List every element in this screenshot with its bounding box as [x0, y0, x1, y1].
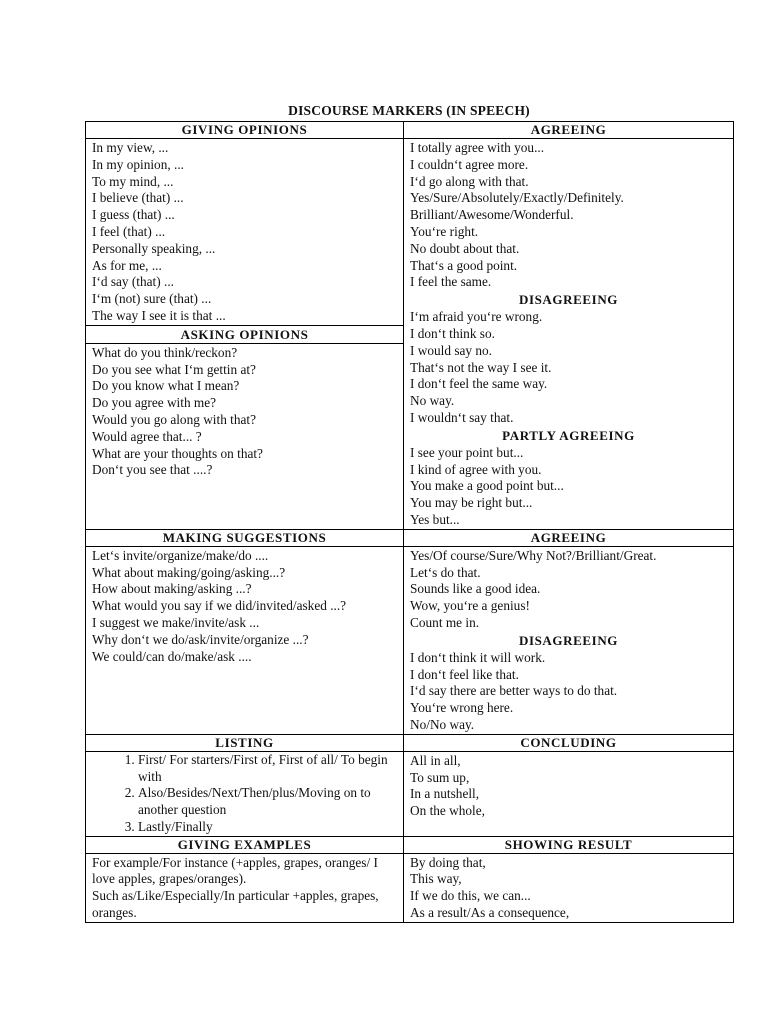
disagreeing-heading-2: DISAGREEING [518, 632, 619, 648]
list-item: By doing that, [410, 854, 486, 870]
list-item: Do you know what I mean? [92, 378, 240, 394]
list-item: Count me in. [410, 614, 480, 630]
making-suggestions-heading: MAKING SUGGESTIONS [86, 529, 404, 546]
list-item: I‘d say (that) ... [92, 274, 174, 290]
list-item: I‘m (not) sure (that) ... [92, 291, 212, 307]
asking-opinions-heading: ASKING OPINIONS [86, 326, 403, 344]
opinions-cell [86, 139, 404, 530]
list-item: Yes but... [410, 511, 460, 527]
disagreeing-list [404, 308, 733, 427]
list-item: I feel (that) ... [92, 223, 166, 239]
list-item: Let‘s do that. [410, 564, 481, 580]
list-item: Let‘s invite/organize/make/do .... [92, 547, 269, 563]
list-item: You make a good point but... [410, 478, 564, 494]
showing-result-heading: SHOWING RESULT [404, 836, 734, 853]
list-item: I see your point but... [410, 444, 524, 460]
concluding-heading: CONCLUDING [404, 734, 734, 751]
list-item: This way, [410, 871, 462, 887]
list-item: Yes/Sure/Absolutely/Exactly/Definitely. [410, 190, 624, 206]
list-item: For example/For instance (+apples, grapes, oranges/ I love apples, grapes/oranges). [92, 854, 378, 887]
table-row [86, 546, 734, 734]
disagreeing-heading: DISAGREEING [518, 292, 619, 308]
list-item: In a nutshell, [410, 786, 480, 802]
agreeing-list [404, 139, 733, 291]
suggestions-cell [86, 546, 404, 734]
list-item: Would you go along with that? [92, 411, 257, 427]
list-item: I‘m afraid you‘re wrong. [410, 309, 543, 325]
list-item: I couldn‘t agree more. [410, 156, 529, 172]
list-item: I don‘t feel the same way. [410, 376, 548, 392]
list-item: 1. First/ For starters/First of, First of all/ To begin with [138, 752, 395, 786]
list-item: As for me, ... [92, 257, 162, 273]
listing-heading: LISTING [86, 734, 404, 751]
concluding-list [404, 752, 733, 820]
making-suggestions-list [86, 547, 403, 666]
list-item: What about making/going/asking...? [92, 564, 286, 580]
list-item: To sum up, [410, 769, 470, 785]
list-item: I‘d say there are better ways to do that. [410, 683, 618, 699]
list-item: Brilliant/Awesome/Wonderful. [410, 207, 574, 223]
list-item: Do you agree with me? [92, 395, 217, 411]
list-item: You‘re wrong here. [410, 700, 514, 716]
list-item: Such as/Like/Especially/In particular +apples, grapes, oranges. [92, 888, 379, 921]
giving-examples-heading: GIVING EXAMPLES [86, 836, 404, 853]
list-item: Sounds like a good idea. [410, 581, 541, 597]
list-item: In my view, ... [92, 140, 169, 155]
list-item: In my opinion, ... [92, 156, 184, 172]
partly-agreeing-list [404, 444, 733, 529]
asking-opinions-block [86, 325, 403, 479]
list-item: I don‘t think it will work. [410, 649, 546, 665]
table-row [86, 751, 734, 836]
table-row [86, 853, 734, 922]
table-row [86, 836, 734, 853]
list-item: On the whole, [410, 803, 485, 819]
list-item: How about making/asking ...? [92, 581, 252, 597]
disagreeing-list-2 [404, 649, 733, 734]
list-item: What would you say if we did/invited/asked ...? [92, 598, 347, 614]
agreeing-heading-2: AGREEING [404, 529, 734, 546]
table-row [86, 139, 734, 530]
giving-examples-list [86, 854, 403, 922]
showing-result-list [404, 854, 733, 922]
document-title: DISCOURSE MARKERS (IN SPEECH) [288, 103, 530, 118]
list-item: You‘re right. [410, 223, 479, 239]
list-item: No doubt about that. [410, 240, 520, 256]
list-item: 3. Lastly/Finally [138, 819, 395, 836]
list-item: As a result/As a consequence, [410, 905, 570, 921]
list-item: I kind of agree with you. [410, 461, 542, 477]
agreeing-list-2 [404, 547, 733, 632]
list-item: Would agree that... ? [92, 428, 202, 444]
list-item: That‘s not the way I see it. [410, 359, 552, 375]
partly-agreeing-heading: PARTLY AGREEING [502, 427, 635, 443]
table-row [86, 122, 734, 139]
list-item: Personally speaking, ... [92, 240, 216, 256]
giving-opinions-list [86, 139, 403, 325]
listing-cell [86, 751, 404, 836]
list-item: No/No way. [410, 716, 475, 732]
list-item: I don‘t feel like that. [410, 666, 519, 682]
list-item: What are your thoughts on that? [92, 445, 263, 461]
list-item: You may be right but... [410, 495, 533, 511]
agreeing-disagreeing-cell [404, 546, 734, 734]
asking-opinions-list [86, 344, 403, 479]
list-item: I wouldn‘t say that. [410, 409, 514, 425]
list-item: I would say no. [410, 342, 492, 358]
list-item: All in all, [410, 752, 461, 768]
discourse-markers-table [85, 121, 734, 923]
list-item: The way I see it is that ... [92, 307, 226, 323]
list-item: I‘d go along with that. [410, 173, 529, 189]
list-item: To my mind, ... [92, 173, 174, 189]
list-item: That‘s a good point. [410, 257, 518, 273]
list-item: Don‘t you see that ....? [92, 462, 213, 478]
list-item: I don‘t think so. [410, 325, 495, 341]
list-item: Why don‘t we do/ask/invite/organize ...? [92, 631, 309, 647]
table-row [86, 529, 734, 546]
listing-list [86, 752, 403, 836]
list-item: What do you think/reckon? [92, 344, 238, 360]
list-item: Yes/Of course/Sure/Why Not?/Brilliant/Great. [410, 547, 657, 563]
list-item: I totally agree with you... [410, 140, 545, 155]
list-item: If we do this, we can... [410, 888, 531, 904]
examples-cell [86, 853, 404, 922]
list-item: I feel the same. [410, 274, 492, 290]
list-item: 2. Also/Besides/Next/Then/plus/Moving on to another question [138, 785, 395, 819]
result-cell [404, 853, 734, 922]
agreeing-heading: AGREEING [404, 122, 734, 139]
giving-opinions-heading: GIVING OPINIONS [86, 122, 404, 139]
list-item: I believe (that) ... [92, 190, 184, 206]
agreeing-cell [404, 139, 734, 530]
list-item: I guess (that) ... [92, 207, 175, 223]
list-item: Do you see what I‘m gettin at? [92, 361, 256, 377]
list-item: I suggest we make/invite/ask ... [92, 614, 260, 630]
list-item: We could/can do/make/ask .... [92, 648, 252, 664]
concluding-cell [404, 751, 734, 836]
list-item: Wow, you‘re a genius! [410, 598, 530, 614]
list-item: No way. [410, 393, 455, 409]
table-row [86, 734, 734, 751]
